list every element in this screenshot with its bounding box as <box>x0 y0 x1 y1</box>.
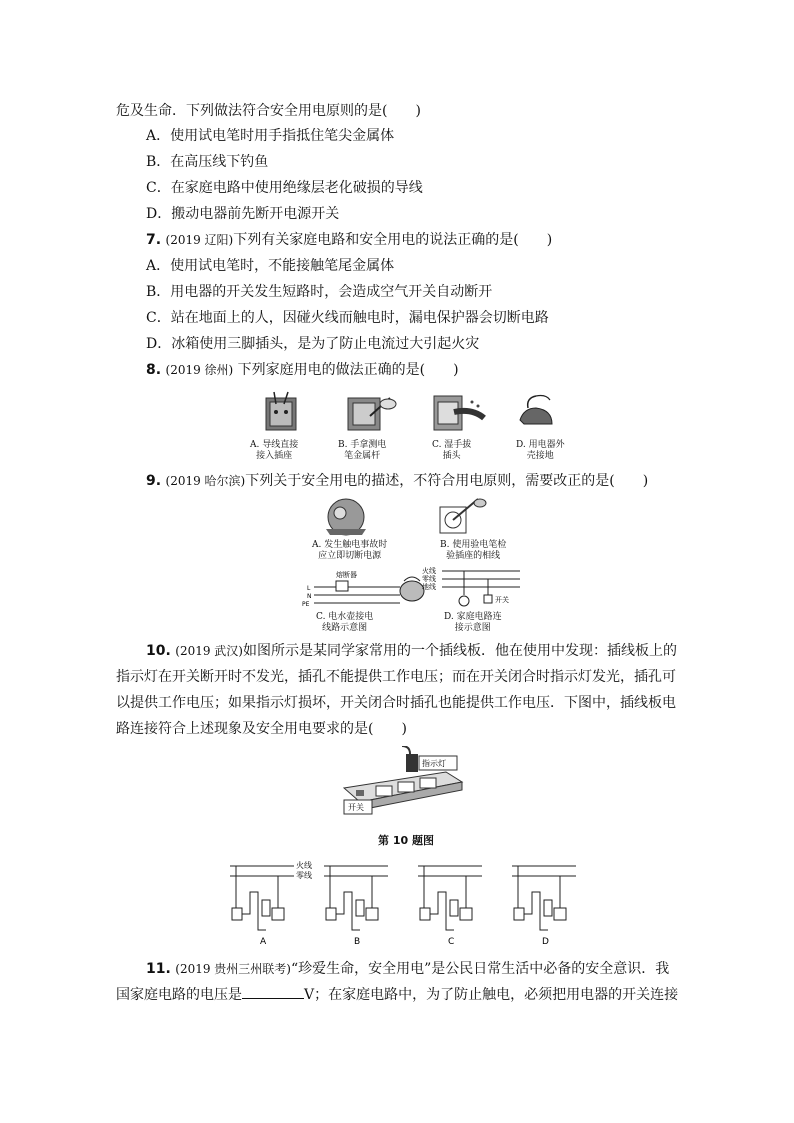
circuit-c-label: C <box>448 937 455 947</box>
switch-label: 开关 <box>348 803 364 812</box>
breaker-label: 熔断器 <box>336 571 357 579</box>
question-11-line-2 <box>116 982 706 1008</box>
circuit-b-label: B <box>354 937 361 947</box>
question-text: “珍爱生命，安全用电”是公民日常生活中必备的安全意识．我 <box>290 961 670 977</box>
q8-a-socket-wires-image <box>266 392 296 430</box>
q8-c-wet-hand-plug-image <box>434 396 484 430</box>
q6-option-b: B．在高压线下钓鱼 <box>146 154 269 170</box>
question-10 <box>116 638 706 742</box>
q10-circuit-diagrams <box>226 856 586 948</box>
caption-line: 壳接地 <box>526 451 554 461</box>
q8-d-iron-ground-image <box>520 396 552 425</box>
caption-line: B. 使用验电笔检 <box>440 540 507 550</box>
indicator-label: 指示灯 <box>422 759 446 768</box>
caption-line: 笔金属杆 <box>344 451 381 461</box>
live-label: 火线 <box>296 861 312 870</box>
neutral-label: 零线 <box>296 871 312 880</box>
caption-line: 应立即切断电源 <box>318 551 382 561</box>
q10-power-strip-image <box>336 746 472 818</box>
circuit-c <box>418 866 482 947</box>
q8-illustrations <box>240 390 580 438</box>
caption-line: 插头 <box>442 451 461 461</box>
circuit-d <box>512 866 576 947</box>
q9-caption-d <box>444 612 502 634</box>
question-text: 下列有关家庭电路和安全用电的说法正确的是( ) <box>233 232 553 248</box>
question-source: (2019 武汉) <box>175 644 243 658</box>
circuit-a-label: A <box>260 937 267 947</box>
question-text: 如图所示是某同学家常用的一个插线板．他在使用中发现：插线板上的 <box>242 643 677 659</box>
question-number: 10. <box>146 643 171 659</box>
caption-line: 验插座的相线 <box>446 551 501 561</box>
question-text: 下列家庭用电的做法正确的是( ) <box>233 362 459 378</box>
question-text: 国家庭电路的电压是 <box>116 987 242 1003</box>
q9-c-kettle-wiring-image <box>302 570 424 608</box>
question-7-stem <box>146 231 552 249</box>
question-source: (2019 徐州) <box>165 363 234 377</box>
q7-option-b: B．用电器的开关发生短路时，会造成空气开关自动断开 <box>146 284 493 300</box>
question-10-line-1 <box>116 638 706 664</box>
question-6-stem-tail: 危及生命．下列做法符合安全用电原则的是( ) <box>116 103 421 119</box>
neutral-wire-label: 零线 <box>422 575 436 583</box>
q9-a-shock-image <box>326 499 366 535</box>
q9-caption-a <box>312 540 387 562</box>
question-10-line-4: 路连接符合上述现象及安全用电要求的是( ) <box>116 721 407 737</box>
question-11-line-1 <box>116 956 706 982</box>
q8-caption-c <box>432 440 471 462</box>
question-text: V；在家庭电路中，为了防止触电，必须把用电器的开关连接 <box>304 987 679 1003</box>
circuit-a <box>230 860 312 947</box>
question-number: 7. <box>146 232 162 248</box>
q9-caption-c <box>316 612 373 634</box>
PE-label: PE <box>302 601 310 608</box>
q9-d-home-circuit-image <box>422 566 520 606</box>
q6-option-a: A．使用试电笔时用手指抵住笔尖金属体 <box>146 128 395 144</box>
caption-line: 接入插座 <box>256 451 293 461</box>
q7-option-d: D．冰箱使用三脚插头，是为了防止电流过大引起火灾 <box>146 336 480 352</box>
ground-wire-label: 地线 <box>422 583 436 591</box>
question-number: 9. <box>146 473 162 489</box>
caption-line: 线路示意图 <box>322 623 368 633</box>
caption-line: A. 发生触电事故时 <box>312 540 388 550</box>
caption-line: C. 电水壶接电 <box>316 612 374 622</box>
q7-option-c: C．站在地面上的人，因碰火线而触电时，漏电保护器会切断电路 <box>146 310 549 326</box>
q6-option-d: D．搬动电器前先断开电源开关 <box>146 206 340 222</box>
caption-line: D. 用电器外 <box>516 440 565 450</box>
question-8-stem <box>146 361 459 379</box>
caption-line: 接示意图 <box>454 623 491 633</box>
question-10-line-2: 指示灯在开关断开时不发光，插孔不能提供工作电压；而在开关闭合时指示灯发光，插孔可 <box>116 669 676 685</box>
question-11 <box>116 956 706 1008</box>
q10-figure-caption: 第 10 题图 <box>378 834 434 847</box>
question-source: (2019 辽阳) <box>165 233 234 247</box>
question-number: 11. <box>146 961 171 977</box>
q8-caption-d <box>516 440 565 462</box>
q9-b-tester-socket-image <box>440 499 486 533</box>
circuit-d-label: D <box>542 937 549 947</box>
switch-label: 开关 <box>495 596 509 604</box>
caption-line: B. 手拿测电 <box>338 440 387 450</box>
question-number: 8. <box>146 362 162 378</box>
caption-line: C. 湿手拔 <box>432 440 472 450</box>
question-9-stem <box>146 472 648 490</box>
live-wire-label: 火线 <box>422 567 436 575</box>
caption-line: D. 家庭电路连 <box>444 612 502 622</box>
question-text: 下列关于安全用电的描述，不符合用电原则，需要改正的是( ) <box>245 473 649 489</box>
L-label: L <box>307 585 311 592</box>
question-source: (2019 贵州三州联考) <box>175 962 291 976</box>
question-10-line-3: 以提供工作电压；如果指示灯损坏，开关闭合时插孔也能提供工作电压．下图中，插线板电 <box>116 695 676 711</box>
circuit-b <box>324 866 388 947</box>
q6-option-c: C．在家庭电路中使用绝缘层老化破损的导线 <box>146 180 423 196</box>
question-source: (2019 哈尔滨) <box>165 474 246 488</box>
q9-caption-b <box>440 540 506 562</box>
answer-blank[interactable] <box>242 986 304 999</box>
q8-caption-a <box>250 440 298 462</box>
q7-option-a: A．使用试电笔时，不能接触笔尾金属体 <box>146 258 395 274</box>
q8-b-hand-tester-image <box>348 398 396 430</box>
q8-caption-b <box>338 440 386 462</box>
N-label: N <box>307 593 312 600</box>
caption-line: A. 导线直接 <box>250 440 299 450</box>
